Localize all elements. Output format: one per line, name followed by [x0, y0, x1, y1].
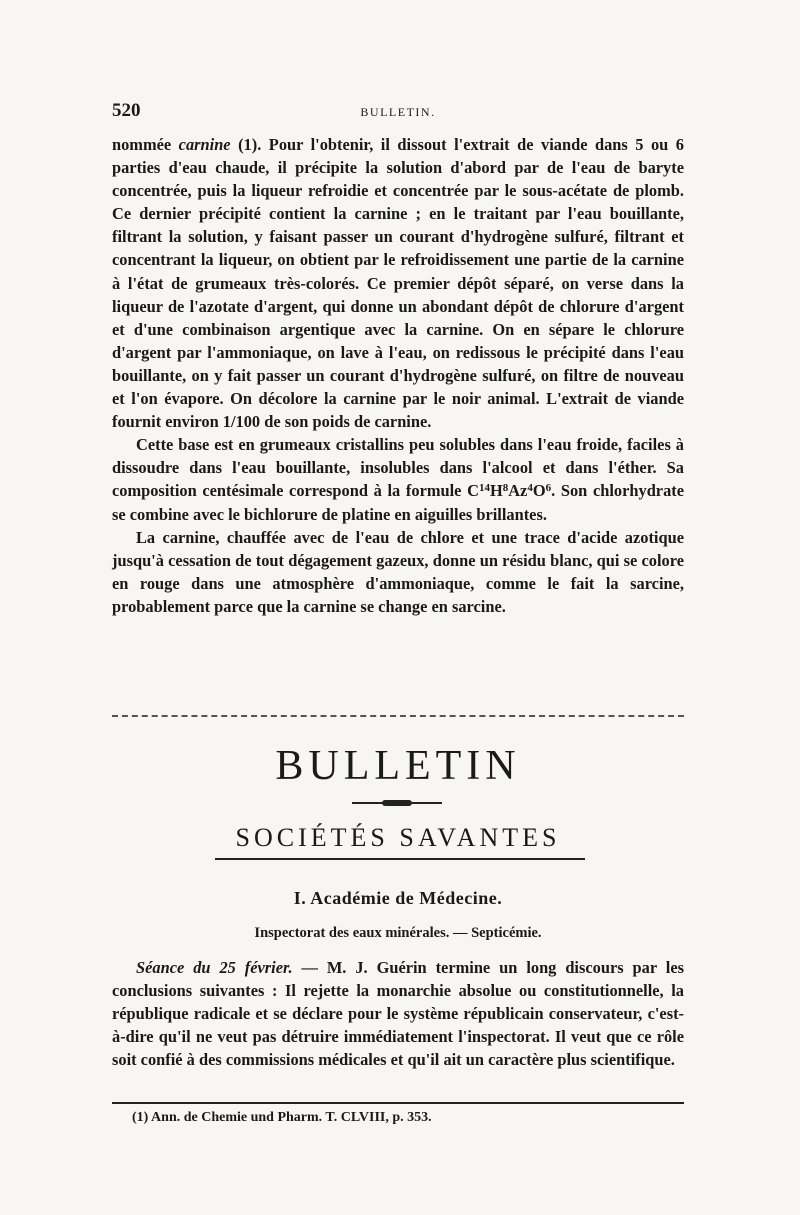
paragraph-carnine	[112, 133, 684, 433]
heading-rule	[215, 858, 585, 860]
paragraph-reaction: La carnine, chauffée avec de l'eau de chlore et une trace d'acide azotique jusqu'à cessation de tout dégagement gazeux, donne un résidu blanc, qui se colore en rouge dans une atmosphère d'ammoniaque, comme le fait la sarcine, probablement parce que la carnine se change en sarcine.	[112, 527, 684, 616]
formula-element: Az	[508, 481, 528, 501]
italic-term: carnine	[178, 135, 231, 154]
formula-index: 6	[545, 482, 552, 495]
article-body	[112, 133, 684, 618]
formula-index: 8	[502, 482, 509, 495]
section-heading: I. Académie de Médecine.	[293, 888, 503, 908]
formula-element: O	[532, 481, 546, 501]
formula-index: 4	[527, 482, 533, 495]
formula-element: H	[489, 481, 503, 501]
footnote: (1) Ann. de Chemie und Pharm. T. CLVIII, p. 353.	[132, 1110, 432, 1125]
paragraph-text: (1). Pour l'obtenir, il dissout l'extrait de viande dans 5 ou 6 parties d'eau chaude, il précipite la solution d'abord par de l'eau de baryte concentrée, puis la liqueur refroidie et concentrée par le sous-acétate de plomb. Ce dernier précipité contient la carnine ; en le traitant par l'eau bouillante, filtrant la solution, y faisant passer un courant d'hydrogène sulfuré, filtrant et concentrant la liqueur, on obtient par le refroidissement une partie de la carnine à l'état de grumeaux très-colorés. Ce premier dépôt séparé, on verse dans la liqueur de l'azotate d'argent, qui donne un abondant dépôt de chlorure d'argent et d'une combinaison argentique avec la carnine. On en sépare le chlorure d'argent par l'ammoniaque, on lave à l'eau, on redissous le précipité dans l'eau bouillante, on y fait passer un courant d'hydrogène sulfuré, on filtre de nouveau et l'on évapore. On décolore la carnine par le noir animal. L'extrait de viande fournit environ 1/100 de son poids de carnine.	[112, 135, 684, 432]
section-divider	[112, 715, 684, 717]
paragraph-text: nommée	[112, 135, 179, 154]
seance-body	[112, 956, 684, 1071]
paragraph-base	[112, 433, 684, 525]
paragraph-seance	[112, 956, 684, 1071]
running-head: BULLETIN.	[360, 105, 436, 119]
paragraph-text: — M. J. Guérin termine un long discours par les conclusions suivantes : Il rejette la monarchie absolue ou constitutionnelle, la république radicale et se déclare pour le système républicain conservateur, c'est-à-dire qu'il ne veut pas détruire immédiatement l'inspectorat. Il veut que ce rôle soit confié à des commissions médicales et qu'il ait un caractère plus scientifique.	[112, 958, 684, 1070]
page-number: 520	[112, 100, 141, 121]
societes-heading: SOCIÉTÉS SAVANTES	[235, 823, 561, 852]
formula-index: 14	[478, 482, 490, 495]
footnote-rule	[112, 1102, 684, 1104]
paragraph-text: Cette base est en grumeaux cristallins peu solubles dans l'eau froide, faciles à dissoudre dans l'eau bouillante, insolubles dans l'alcool et dans l'éther. Sa composition centésimale correspond à la formule C	[112, 435, 684, 501]
page-header	[112, 100, 684, 124]
seance-date: Séance du 25 février.	[136, 958, 293, 977]
bulletin-title: BULLETIN	[275, 743, 521, 789]
ornament-divider	[352, 800, 442, 806]
paragraph-text: . Son chlorhydrate se combine avec le bichlorure de platine en aiguilles brillantes.	[112, 481, 685, 524]
section-subheading: Inspectorat des eaux minérales. — Septicémie.	[254, 925, 542, 941]
ornament-dots	[382, 800, 412, 806]
